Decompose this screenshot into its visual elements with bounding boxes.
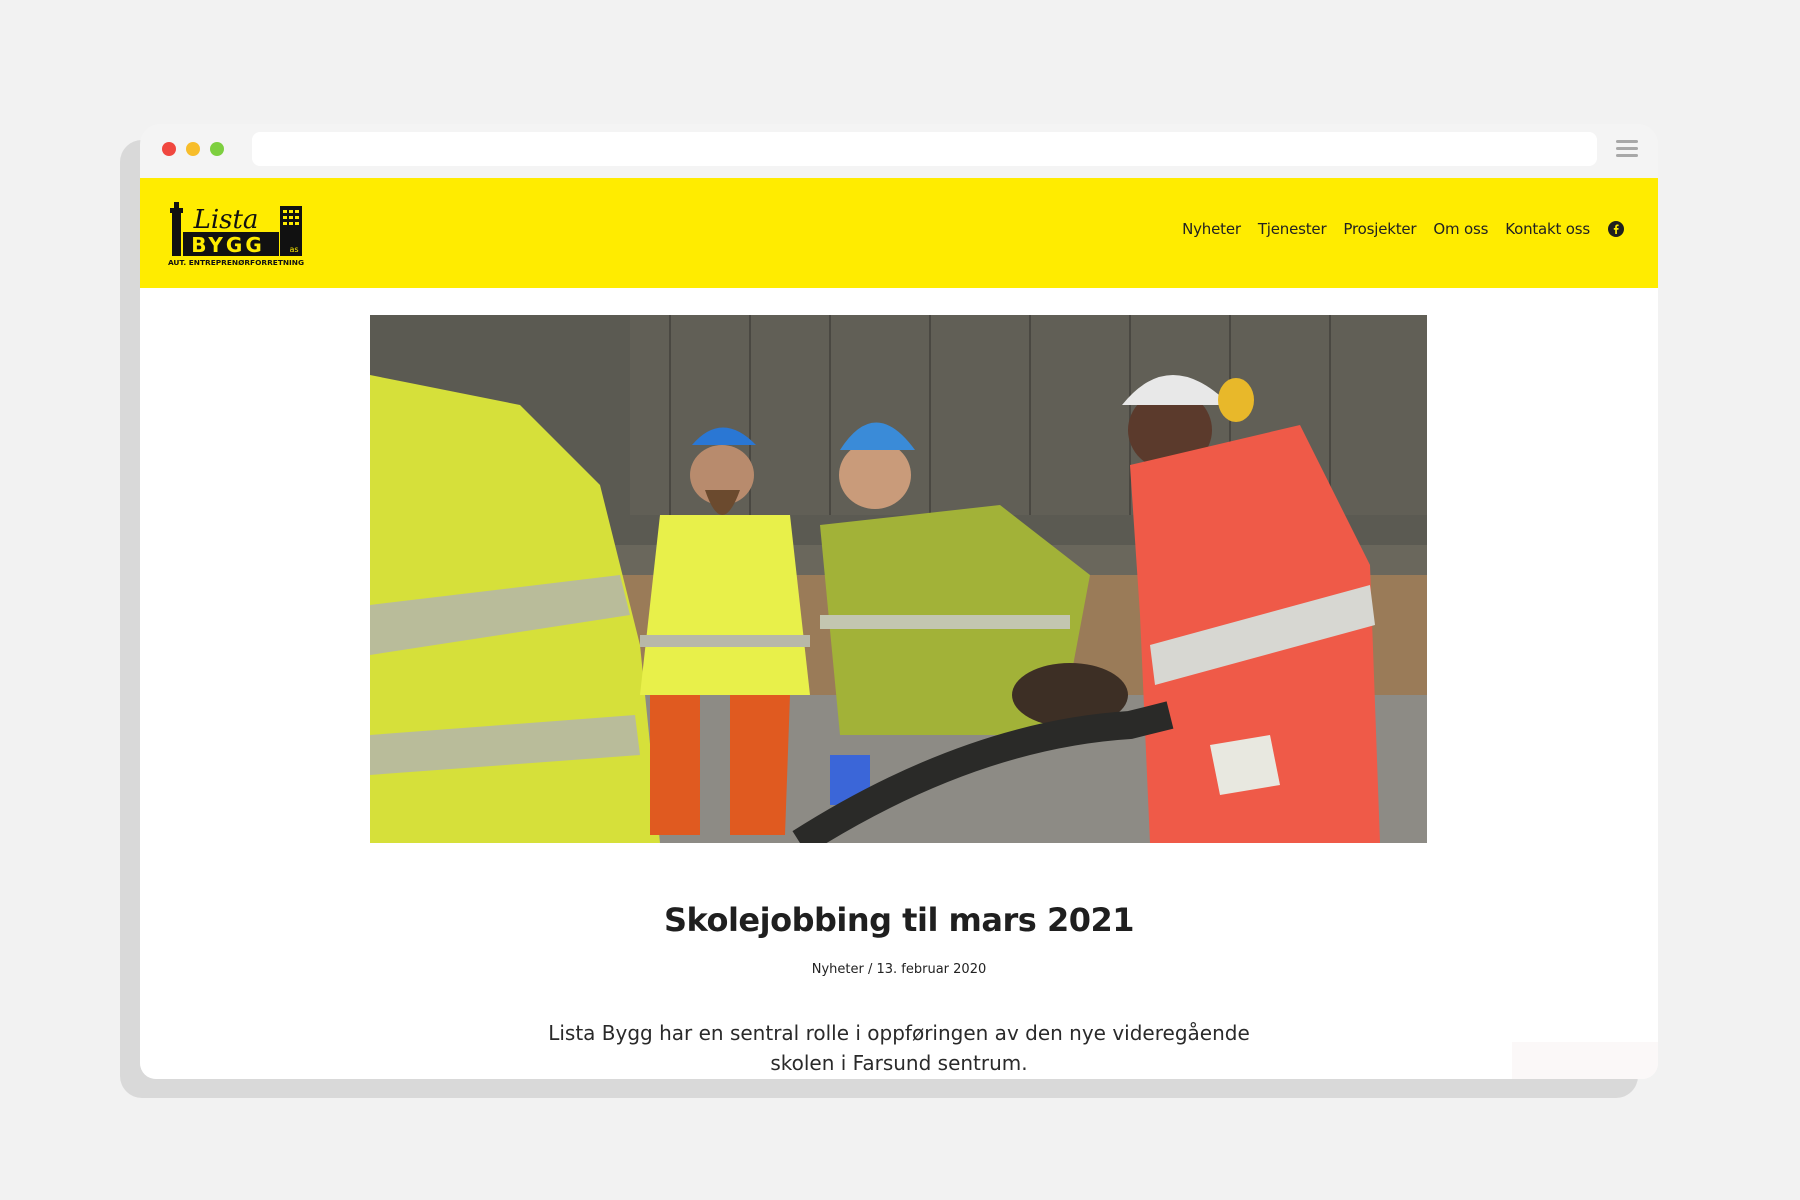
browser-window xyxy=(140,124,1658,1079)
nav-item-nyheter[interactable]: Nyheter xyxy=(1182,220,1241,238)
logo-suffix-text: as xyxy=(289,245,299,254)
logo-brand-text: BYGG xyxy=(191,233,265,257)
nav-item-om-oss[interactable]: Om oss xyxy=(1433,220,1489,238)
maximize-window-button[interactable] xyxy=(210,142,224,156)
site-header xyxy=(140,178,1658,288)
main-navigation xyxy=(1165,220,1624,238)
logo-tagline: AUT. ENTREPRENØRFORRETNING xyxy=(167,258,305,267)
facebook-icon[interactable] xyxy=(1608,221,1624,237)
minimize-window-button[interactable] xyxy=(186,142,200,156)
article-meta: Nyheter / 13. februar 2020 xyxy=(811,962,987,977)
nav-item-kontakt-oss[interactable]: Kontakt oss xyxy=(1505,220,1590,238)
corner-overlay xyxy=(1512,1042,1658,1079)
lista-bygg-logo[interactable] xyxy=(166,198,306,268)
nav-item-tjenester[interactable]: Tjenester xyxy=(1257,220,1327,238)
hamburger-menu-icon[interactable] xyxy=(1616,140,1638,158)
nav-item-prosjekter[interactable]: Prosjekter xyxy=(1343,220,1417,238)
logo-script-text: Lista xyxy=(193,205,259,235)
article-lead-paragraph: Lista Bygg har en sentral rolle i oppføringen av den nye videregående skolen i Farsund sentrum. xyxy=(548,1021,1250,1075)
address-bar[interactable] xyxy=(252,132,1597,166)
article-title: Skolejobbing til mars 2021 xyxy=(663,901,1135,939)
close-window-button[interactable] xyxy=(162,142,176,156)
article-hero-image xyxy=(370,315,1427,843)
page-viewport xyxy=(140,178,1658,1079)
browser-chrome xyxy=(140,124,1658,178)
